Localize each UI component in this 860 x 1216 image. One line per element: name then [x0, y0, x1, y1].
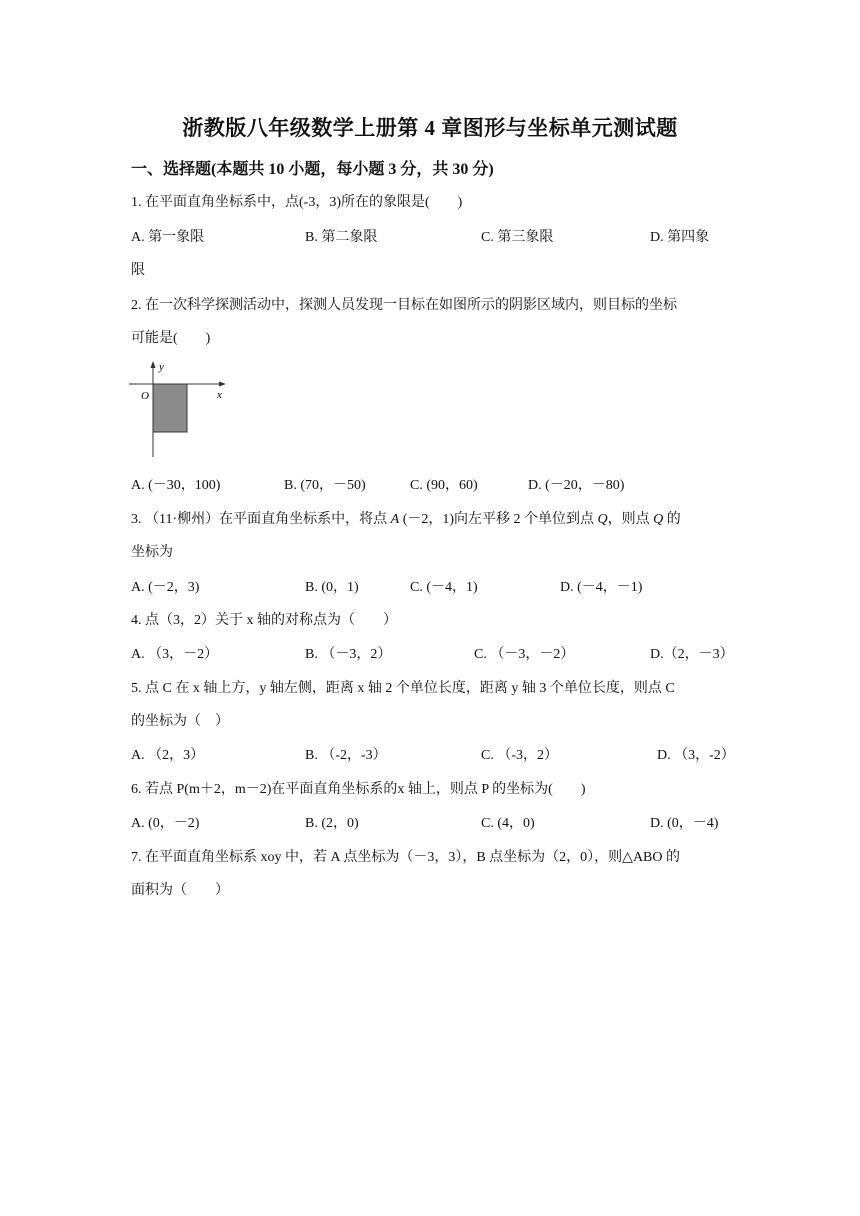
coordinate-figure	[126, 357, 230, 461]
y-axis-arrow-icon	[151, 361, 156, 368]
question-3-option-c: C. (－4，1)	[410, 580, 478, 595]
question-6-option-a: A. (0，－2)	[131, 816, 200, 831]
question-3-text-2: (－2，1)向左平移 2 个单位到点	[399, 512, 598, 527]
question-3-stem	[131, 508, 681, 528]
question-5-stem: 5. 点 C 在 x 轴上方，y 轴左侧，距离 x 轴 2 个单位长度，距离 y 轴 3 个单位长度，则点 C	[131, 681, 675, 696]
question-4-option-a: A. （3，－2）	[131, 647, 219, 662]
question-3-text-3: ，则点	[607, 512, 654, 527]
question-2-stem-line2: 可能是( )	[131, 331, 211, 346]
x-axis-label: x	[217, 389, 222, 401]
question-2-option-a: A. (－30，100)	[131, 478, 221, 493]
question-3-stem-line2: 坐标为	[131, 545, 173, 560]
question-4-option-b: B. （－3，2）	[305, 647, 392, 662]
question-6-option-d: D. (0，－4)	[650, 816, 719, 831]
question-4-option-c: C. （－3，－2）	[474, 647, 575, 662]
y-axis-label: y	[159, 361, 164, 373]
question-1-option-d-wrap: 限	[131, 263, 145, 278]
point-q-label-2: Q	[653, 512, 664, 527]
point-a-label: A	[390, 512, 400, 527]
question-5-option-c: C. （-3，2）	[481, 748, 558, 763]
question-1-option-d: D. 第四象	[650, 230, 710, 245]
question-6-stem: 6. 若点 P(m＋2，m－2)在平面直角坐标系的x 轴上，则点 P 的坐标为( )	[131, 782, 586, 797]
question-1-stem: 1. 在平面直角坐标系中，点(-3，3)所在的象限是( )	[131, 195, 463, 210]
question-2-stem: 2. 在一次科学探测活动中，探测人员发现一目标在如图所示的阴影区域内，则目标的坐标	[131, 298, 677, 313]
question-5-stem-line2: 的坐标为（ ）	[131, 714, 229, 729]
document-title: 浙教版八年级数学上册第 4 章图形与坐标单元测试题	[182, 116, 678, 140]
question-2-option-d: D. (－20，－80)	[528, 478, 625, 493]
x-axis-arrow-icon	[219, 382, 226, 387]
question-3-option-b: B. (0，1)	[305, 580, 359, 595]
question-5-option-d: D. （3，-2）	[657, 748, 735, 763]
question-7-stem-line2: 面积为（ ）	[131, 883, 229, 898]
question-3-text-1: 3. （11·柳州）在平面直角坐标系中，将点	[131, 512, 391, 527]
question-1-option-c: C. 第三象限	[481, 230, 554, 245]
question-6-option-c: C. (4，0)	[481, 816, 535, 831]
question-4-option-d: D.（2，－3）	[650, 647, 734, 662]
question-4-stem: 4. 点（3，2）关于 x 轴的对称点为（ ）	[131, 613, 397, 628]
section-heading: 一、选择题(本题共 10 小题，每小题 3 分，共 30 分)	[131, 161, 494, 178]
question-5-option-b: B. （-2，-3）	[305, 748, 387, 763]
question-3-option-a: A. (－2，3)	[131, 580, 200, 595]
question-2-option-b: B. (70，－50)	[284, 478, 366, 493]
question-3-option-d: D. (－4，－1)	[560, 580, 643, 595]
question-1-option-b: B. 第二象限	[305, 230, 378, 245]
question-5-option-a: A. （2，3）	[131, 748, 205, 763]
shaded-region	[153, 384, 187, 432]
question-3-text-4: 的	[663, 512, 681, 527]
coordinate-figure-svg	[126, 357, 230, 461]
point-q-label: Q	[597, 512, 608, 527]
question-2-option-c: C. (90，60)	[410, 478, 478, 493]
origin-label: O	[141, 390, 149, 402]
question-6-option-b: B. (2，0)	[305, 816, 359, 831]
question-1-option-a: A. 第一象限	[131, 230, 205, 245]
question-7-stem: 7. 在平面直角坐标系 xoy 中，若 A 点坐标为（－3，3），B 点坐标为（2，0），则△ABO 的	[131, 850, 680, 865]
